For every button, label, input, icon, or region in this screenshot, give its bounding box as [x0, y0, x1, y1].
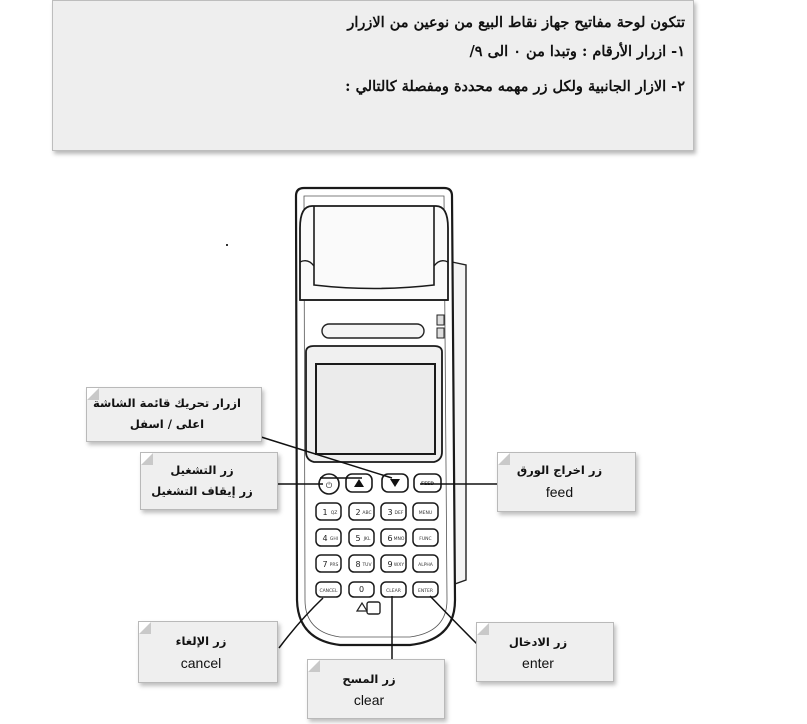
callout-power-line2: زر إيقاف التشغيل — [151, 484, 253, 498]
bottom-key-clear — [381, 582, 406, 597]
svg-text:FUNC: FUNC — [419, 537, 432, 542]
keypad-key — [381, 503, 406, 520]
svg-text:8: 8 — [355, 560, 361, 569]
svg-text:MENU: MENU — [418, 511, 433, 516]
keypad-key — [349, 503, 374, 520]
svg-text:1: 1 — [322, 508, 328, 517]
callout-cancel-en: cancel — [180, 655, 222, 671]
keypad-key — [381, 529, 406, 546]
callout-power-button — [140, 452, 278, 510]
logo-slot — [322, 324, 424, 338]
svg-text:0: 0 — [358, 585, 365, 594]
callout-enter-button — [476, 622, 614, 682]
svg-text:WXY: WXY — [393, 563, 405, 568]
callout-clear-button — [307, 659, 445, 719]
callout-scroll-line2: اعلى / اسفل — [129, 417, 205, 431]
callout-scroll-buttons — [86, 387, 262, 442]
keypad-key — [381, 555, 406, 572]
callout-clear-ar: زر المسح — [342, 672, 396, 686]
callout-scroll-line1: ازرار تحريك قائمة الشاشة — [93, 396, 241, 410]
keypad-key — [349, 529, 374, 546]
svg-text:PRS: PRS — [329, 563, 339, 568]
intro-line-3: ٢- الازار الجانبية ولكل زر مهمه محددة ومفصلة كالتالي : — [345, 78, 685, 95]
svg-text:MNO: MNO — [393, 537, 405, 542]
svg-text:TUV: TUV — [362, 563, 372, 568]
svg-text:FEED: FEED — [421, 482, 434, 487]
keypad-key — [316, 555, 341, 572]
callout-cancel-ar: زر الإلغاء — [175, 634, 227, 648]
svg-text:2: 2 — [355, 508, 361, 517]
svg-text:DEF: DEF — [394, 511, 404, 516]
svg-text:4: 4 — [322, 534, 328, 543]
bottom-key-0 — [349, 582, 374, 597]
keypad-key — [413, 503, 438, 520]
callout-cancel-button — [138, 621, 278, 683]
callout-enter-en: enter — [522, 655, 554, 671]
callout-power-line1: زر التشغيل — [170, 463, 234, 477]
keypad-key — [316, 503, 341, 520]
svg-text:ABC: ABC — [362, 511, 372, 516]
bottom-key-cancel — [316, 582, 341, 597]
callout-feed-ar: زر اخراج الورق — [516, 463, 603, 477]
callout-feed-en: feed — [545, 484, 574, 500]
callout-feed-button — [497, 452, 636, 512]
svg-text:6: 6 — [387, 534, 393, 543]
svg-text:5: 5 — [355, 534, 361, 543]
bottom-key-enter — [413, 582, 438, 597]
keypad-key — [413, 529, 438, 546]
callout-clear-en: clear — [353, 692, 385, 708]
svg-text:GHI: GHI — [329, 537, 339, 542]
svg-text:9: 9 — [387, 560, 393, 569]
intro-line-1: تتكون لوحة مفاتيح جهاز نقاط البيع من نوعين من الازرار — [347, 14, 685, 31]
intro-line-2: ١- ازرار الأرقام : وتبدا من ٠ الى ٩/ — [469, 43, 685, 60]
svg-text:ALPHA: ALPHA — [418, 563, 433, 568]
svg-text:CLEAR: CLEAR — [386, 589, 401, 594]
svg-text:QZ: QZ — [330, 511, 338, 516]
keypad-key — [316, 529, 341, 546]
svg-text:7: 7 — [322, 560, 328, 569]
svg-text:JKL: JKL — [363, 537, 371, 542]
svg-text:CANCEL: CANCEL — [319, 589, 338, 594]
callout-enter-ar: زر الادخال — [508, 635, 568, 649]
lcd-screen — [316, 364, 435, 454]
keypad-key — [349, 555, 374, 572]
svg-text:ENTER: ENTER — [418, 589, 433, 594]
svg-text:⏻: ⏻ — [325, 481, 333, 490]
svg-text:3: 3 — [387, 508, 393, 517]
keypad-key — [413, 555, 438, 572]
